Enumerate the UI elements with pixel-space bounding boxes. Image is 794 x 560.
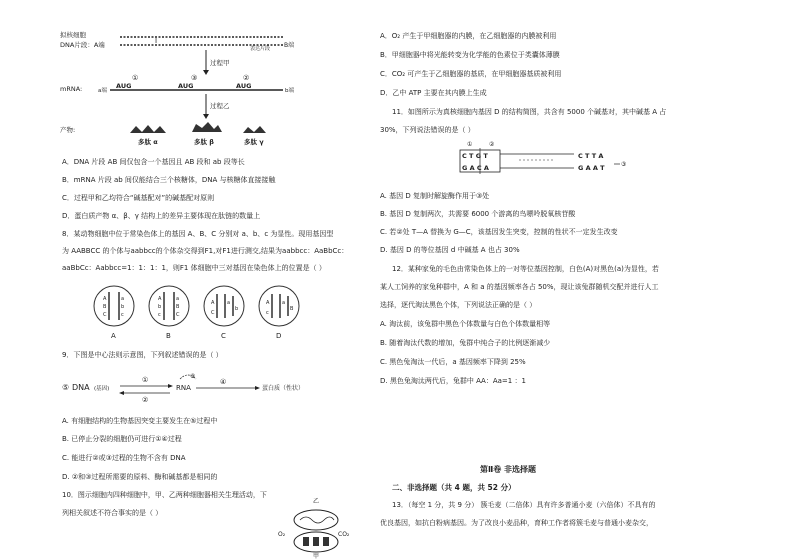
q11-option-c: C. 若②处 T—A 替换为 G—C，该基因发生突变，控制的性状不一定发生改变: [380, 228, 618, 236]
cell-option-c: [204, 286, 244, 326]
svg-text:a: a: [176, 296, 180, 302]
fig-m2: ②: [243, 74, 250, 82]
fig-process1: 过程甲: [210, 59, 230, 67]
fig-m3: ③: [191, 74, 198, 82]
cell-option-d: [259, 286, 299, 326]
svg-text:B: B: [103, 304, 107, 310]
gene-c2: ②: [489, 141, 495, 148]
svg-text:C: C: [211, 310, 215, 316]
gene-bot-left: G A C A: [462, 164, 489, 172]
q9-stem: 9．下图是中心法则示意图，下列叙述错误的是（ ）: [62, 351, 223, 359]
q10-stem-line-1: 10．图示细胞内四种细胞中，甲、乙两种细胞器相关生理活动，下: [62, 491, 267, 499]
svg-text:A: A: [266, 300, 270, 306]
part2-title: 第Ⅱ卷 非选择题: [480, 465, 537, 474]
q7-option-a: A．DNA 片段 AB 间仅包含一个基因且 AB 段和 ab 段等长: [62, 158, 245, 166]
svg-text:C: C: [176, 312, 180, 318]
peptide-beta-shape: [192, 122, 222, 132]
fig-aug-1: AUG: [116, 82, 132, 90]
q10-stem-line-2: 列相关叙述不符合事实的是（ ）: [62, 509, 163, 517]
fig-legend-top: 表达片段: [250, 46, 271, 52]
chromosome-options-figure: [92, 282, 302, 342]
fig-peptide-alpha: 多肽 α: [138, 138, 158, 146]
q12-stem-line-1: 12．某种家兔的毛色由常染色体上的一对等位基因控制，白色(A)对黑色(a)为显性，若: [392, 265, 659, 273]
dogma-dna-sub: (基因): [94, 386, 110, 392]
q8-stem-line-3: aaBbCc：Aabbcc=1：1：1：1，则F1 体细胞中三对基因在染色体上的位置是（ ）: [62, 264, 326, 272]
svg-text:c: c: [121, 312, 124, 318]
dogma-protein: 蛋白质（性状）: [262, 385, 305, 392]
q8-label-a: A: [111, 332, 116, 340]
q8-stem-line-1: 8．某动物细胞中位于常染色体上的基因 A、B、C 分别对 a、b、c 为显性。现用基因型: [62, 230, 334, 238]
svg-text:A: A: [103, 296, 107, 302]
organelle-figure: [276, 496, 356, 560]
fig-aug-2: AUG: [178, 82, 194, 90]
left-column: [0, 0, 380, 560]
svg-text:a: a: [121, 296, 125, 302]
q12-option-d: D. 黑色兔淘汰两代后，兔群中 AA：Aa=1 ：1: [380, 377, 526, 385]
svg-text:c: c: [158, 312, 161, 318]
q9-option-b: B. 已停止分裂的细胞仍可进行①④过程: [62, 435, 182, 443]
organelle-o2: O₂: [278, 531, 286, 538]
dogma-n4: ④: [220, 378, 227, 386]
gene-d-structure-figure: [454, 138, 634, 188]
gene-bot-right: G A A T: [578, 164, 605, 172]
organelle-bottom-label: 甲: [313, 553, 320, 560]
gene-top-left: C T G T: [462, 152, 488, 160]
peptide-alpha-shape: [130, 125, 166, 133]
q10-option-c: C．CO₂ 可产生于乙细胞器的基质，在甲细胞器基质被利用: [380, 70, 562, 78]
q11-stem-line-2: 30%，下列说法错误的是（ ）: [380, 126, 475, 134]
fig-aug-3: AUG: [236, 82, 252, 90]
fig-row2-label: DNA片段：A端: [60, 41, 105, 49]
organelle-co2: CO₂: [338, 531, 350, 538]
svg-text:C: C: [103, 312, 107, 318]
svg-text:B: B: [290, 306, 294, 312]
fig-products: 产物:: [60, 126, 76, 134]
q12-option-b: B. 随着淘汰代数的增加，兔群中纯合子的比例逐渐减少: [380, 339, 551, 347]
q7-option-b: B．mRNA 片段 ab 间仅能结合三个核糖体，DNA 与核糖体直接接触: [62, 176, 276, 184]
dogma-dna: DNA: [72, 383, 90, 392]
fig-row1-label: 拟核细胞: [60, 31, 86, 39]
fig-mrna-label: mRNA:: [60, 85, 83, 93]
q7-option-c: C．过程甲和乙均符合“碱基配对”的碱基配对原则: [62, 194, 215, 202]
dogma-rna: RNA: [176, 384, 191, 392]
q12-stem-line-2: 某人工饲养的家兔种群中，A 和 a 的基因频率各占 50%，现让该兔群随机交配并进行人工: [380, 283, 659, 291]
svg-text:A: A: [211, 300, 215, 306]
q8-label-d: D: [276, 332, 282, 340]
fig-a-end: a端: [98, 88, 107, 94]
q11-option-a: A. 基因 D 复制时解旋酶作用于③处: [380, 192, 490, 200]
fig-m1: ①: [132, 74, 139, 82]
central-dogma-diagram: [62, 371, 312, 407]
peptide-gamma-shape: [243, 126, 266, 133]
q10-option-b: B．甲细胞器中将光能转变为化学能的色素位于类囊体薄膜: [380, 51, 560, 59]
dogma-n5: ⑤: [62, 383, 70, 392]
fig-hint: I: [155, 37, 158, 45]
q8-label-b: B: [166, 332, 171, 340]
fig-b-end: B端: [284, 42, 295, 49]
q12-stem-line-3: 选择，逐代淘汰黑色个体，下列说法正确的是（ ）: [380, 301, 537, 309]
q8-stem-line-2: 为 AABBCC 的个体与aabbcc的个体杂交得到F1,对F1进行测交,结果为aabbcc：AaBbCc：: [62, 247, 349, 255]
q11-option-b: B. 基因 D 复制两次，共需要 6000 个游离的鸟嘌呤脱氧核苷酸: [380, 210, 576, 218]
q12-option-c: C. 黑色兔淘汰一代后，a 基因频率下降到 25%: [380, 358, 526, 366]
q13-line-1: 13．（每空 1 分，共 9 分） 簇毛麦（二倍体）具有许多普通小麦（六倍体）不具有的: [392, 501, 656, 509]
q10-option-a: A．O₂ 产生于甲细胞器的内膜，在乙细胞器的内膜被利用: [380, 32, 557, 40]
dogma-n3: ③: [190, 373, 196, 380]
q11-stem-line-1: 11．如图所示为真核细胞内基因 D 的结构简图，共含有 5000 个碱基对，其中碱基 A 占: [392, 108, 667, 116]
cell-option-a: [94, 286, 134, 326]
cell-option-b: [149, 286, 189, 326]
gene-c1: ①: [467, 141, 473, 148]
q12-option-a: A. 淘汰前，该兔群中黑色个体数量与白色个体数量相等: [380, 320, 551, 328]
q7-option-d: D．蛋白质产物 α、β、γ 结构上的差异主要体现在肽链的数量上: [62, 212, 261, 220]
q11-option-d: D. 基因 D 的等位基因 d 中碱基 A 也占 30%: [380, 246, 520, 254]
q10-option-d: D．乙中 ATP 主要在其内膜上生成: [380, 89, 487, 97]
organelle-top-label: 乙: [313, 498, 320, 505]
q9-option-c: C. 能进行②或③过程的生物不含有 DNA: [62, 454, 186, 462]
dogma-n2: ②: [142, 396, 149, 404]
fig-b-end-m: b端: [285, 88, 294, 94]
q9-option-a: A. 有细胞结构的生物基因突变主要发生在⑤过程中: [62, 417, 218, 425]
svg-text:a: a: [282, 300, 286, 306]
svg-text:A: A: [158, 296, 162, 302]
fig-peptide-beta: 多肽 β: [194, 138, 214, 146]
fig-process2: 过程乙: [210, 102, 230, 110]
svg-text:a: a: [227, 300, 231, 306]
right-column: [380, 0, 794, 560]
svg-text:b: b: [121, 304, 125, 310]
gene-top-right: C T T A: [578, 152, 604, 160]
svg-text:c: c: [266, 310, 269, 316]
part2-section: 二、非选择题（共 4 题，共 52 分）: [392, 483, 516, 492]
gene-expression-diagram: [58, 28, 298, 153]
svg-text:b: b: [235, 306, 239, 312]
q9-option-d: D. ②和③过程所需要的原料、酶和碱基都是相同的: [62, 473, 218, 481]
gene-c3: ③: [621, 161, 627, 168]
svg-text:B: B: [176, 304, 180, 310]
q8-label-c: C: [221, 332, 226, 340]
svg-text:b: b: [158, 304, 162, 310]
fig-peptide-gamma: 多肽 γ: [244, 138, 264, 146]
q13-line-2: 优良基因，如抗白粉病基因。为了改良小麦品种，育种工作者将簇毛麦与普通小麦杂交，: [380, 519, 653, 527]
dogma-n1: ①: [142, 376, 149, 384]
